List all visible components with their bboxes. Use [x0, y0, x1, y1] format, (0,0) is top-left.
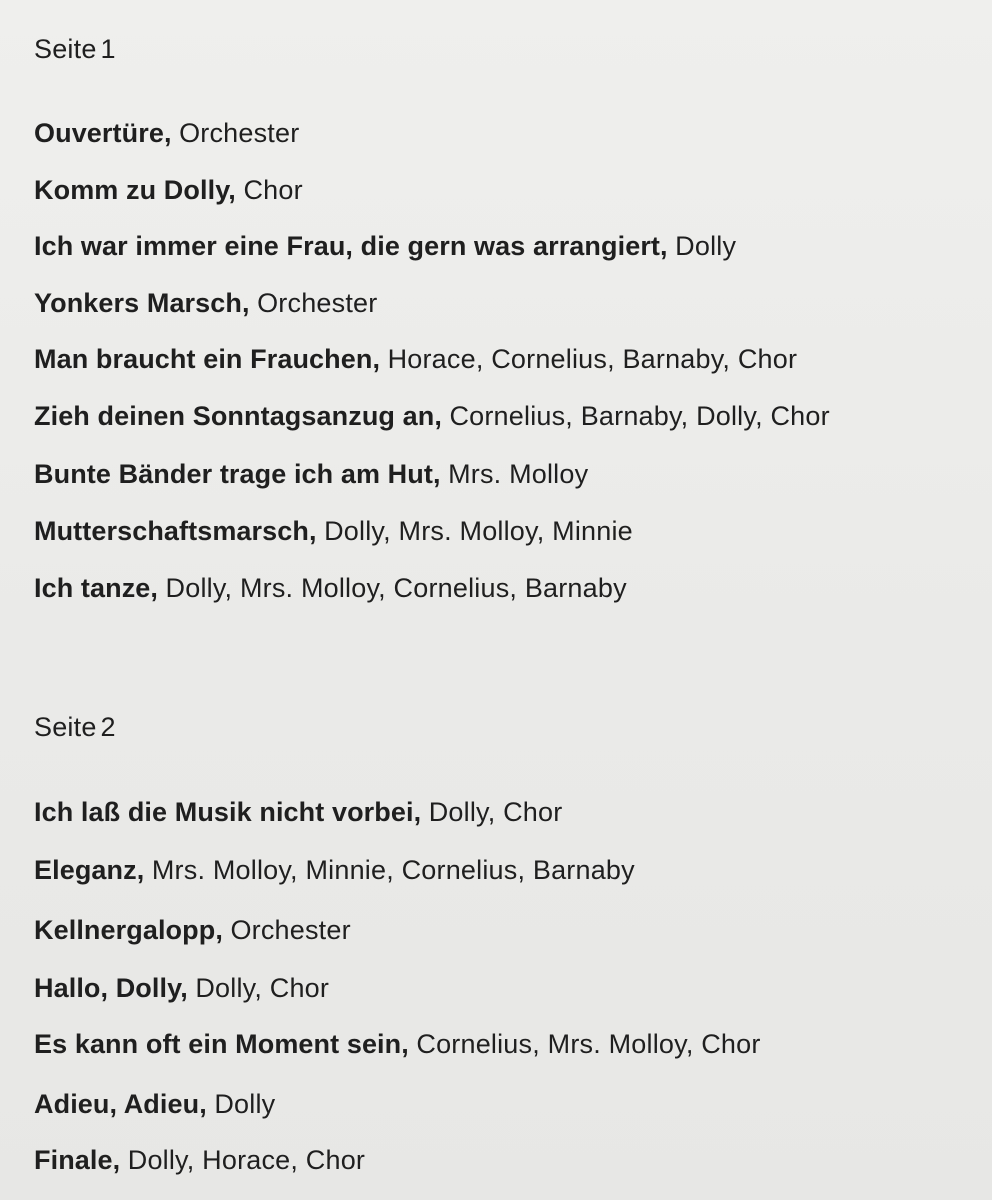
track-row	[34, 915, 982, 945]
track-title: Ich war immer eine Frau, die gern was arrangiert,	[34, 231, 668, 261]
track-title: Ich tanze,	[34, 573, 159, 603]
track-row	[34, 344, 982, 374]
track-row	[34, 573, 982, 603]
track-title: Komm zu Dolly,	[34, 175, 236, 205]
track-performers: Chor	[243, 175, 303, 205]
track-row	[34, 1029, 982, 1059]
side-1-label: Seite	[34, 34, 97, 64]
track-row	[34, 973, 982, 1003]
track-row	[34, 288, 982, 318]
track-row	[34, 118, 982, 148]
track-row	[34, 797, 982, 827]
track-title: Es kann oft ein Moment sein,	[34, 1029, 409, 1059]
track-performers: Dolly, Chor	[428, 797, 563, 827]
track-title: Mutterschaftsmarsch,	[34, 516, 317, 546]
track-performers: Cornelius, Mrs. Molloy, Chor	[416, 1029, 761, 1059]
track-title: Zieh deinen Sonntagsanzug an,	[34, 401, 442, 431]
track-title: Kellnergalopp,	[34, 915, 223, 945]
side-2-label: Seite	[34, 712, 97, 742]
track-performers: Dolly, Horace, Chor	[127, 1145, 366, 1175]
track-row	[34, 855, 982, 885]
track-row	[34, 1145, 982, 1175]
track-title: Bunte Bänder trage ich am Hut,	[34, 459, 441, 489]
track-performers: Dolly	[675, 231, 737, 261]
side-1-heading	[34, 34, 116, 64]
track-performers: Dolly, Chor	[195, 973, 330, 1003]
track-title: Yonkers Marsch,	[34, 288, 250, 318]
track-performers: Cornelius, Barnaby, Dolly, Chor	[449, 401, 830, 431]
track-performers: Dolly, Mrs. Molloy, Minnie	[324, 516, 633, 546]
track-row	[34, 175, 982, 205]
track-performers: Mrs. Molloy	[448, 459, 589, 489]
track-row	[34, 231, 982, 261]
side-2-heading	[34, 712, 116, 742]
track-title: Adieu, Adieu,	[34, 1089, 207, 1119]
side-2-number: 2	[100, 712, 116, 742]
track-row	[34, 1089, 982, 1119]
side-1-number: 1	[100, 34, 116, 64]
track-performers: Dolly, Mrs. Molloy, Cornelius, Barnaby	[165, 573, 627, 603]
track-row	[34, 516, 982, 546]
track-row	[34, 401, 982, 431]
track-row	[34, 459, 982, 489]
track-title: Eleganz,	[34, 855, 145, 885]
track-title: Finale,	[34, 1145, 121, 1175]
track-title: Hallo, Dolly,	[34, 973, 188, 1003]
track-performers: Orchester	[230, 915, 351, 945]
track-title: Ich laß die Musik nicht vorbei,	[34, 797, 422, 827]
track-performers: Dolly	[214, 1089, 276, 1119]
track-performers: Orchester	[179, 118, 300, 148]
track-performers: Orchester	[257, 288, 378, 318]
track-title: Man braucht ein Frauchen,	[34, 344, 381, 374]
track-title: Ouvertüre,	[34, 118, 172, 148]
track-performers: Mrs. Molloy, Minnie, Cornelius, Barnaby	[151, 855, 635, 885]
track-performers: Horace, Cornelius, Barnaby, Chor	[387, 344, 798, 374]
